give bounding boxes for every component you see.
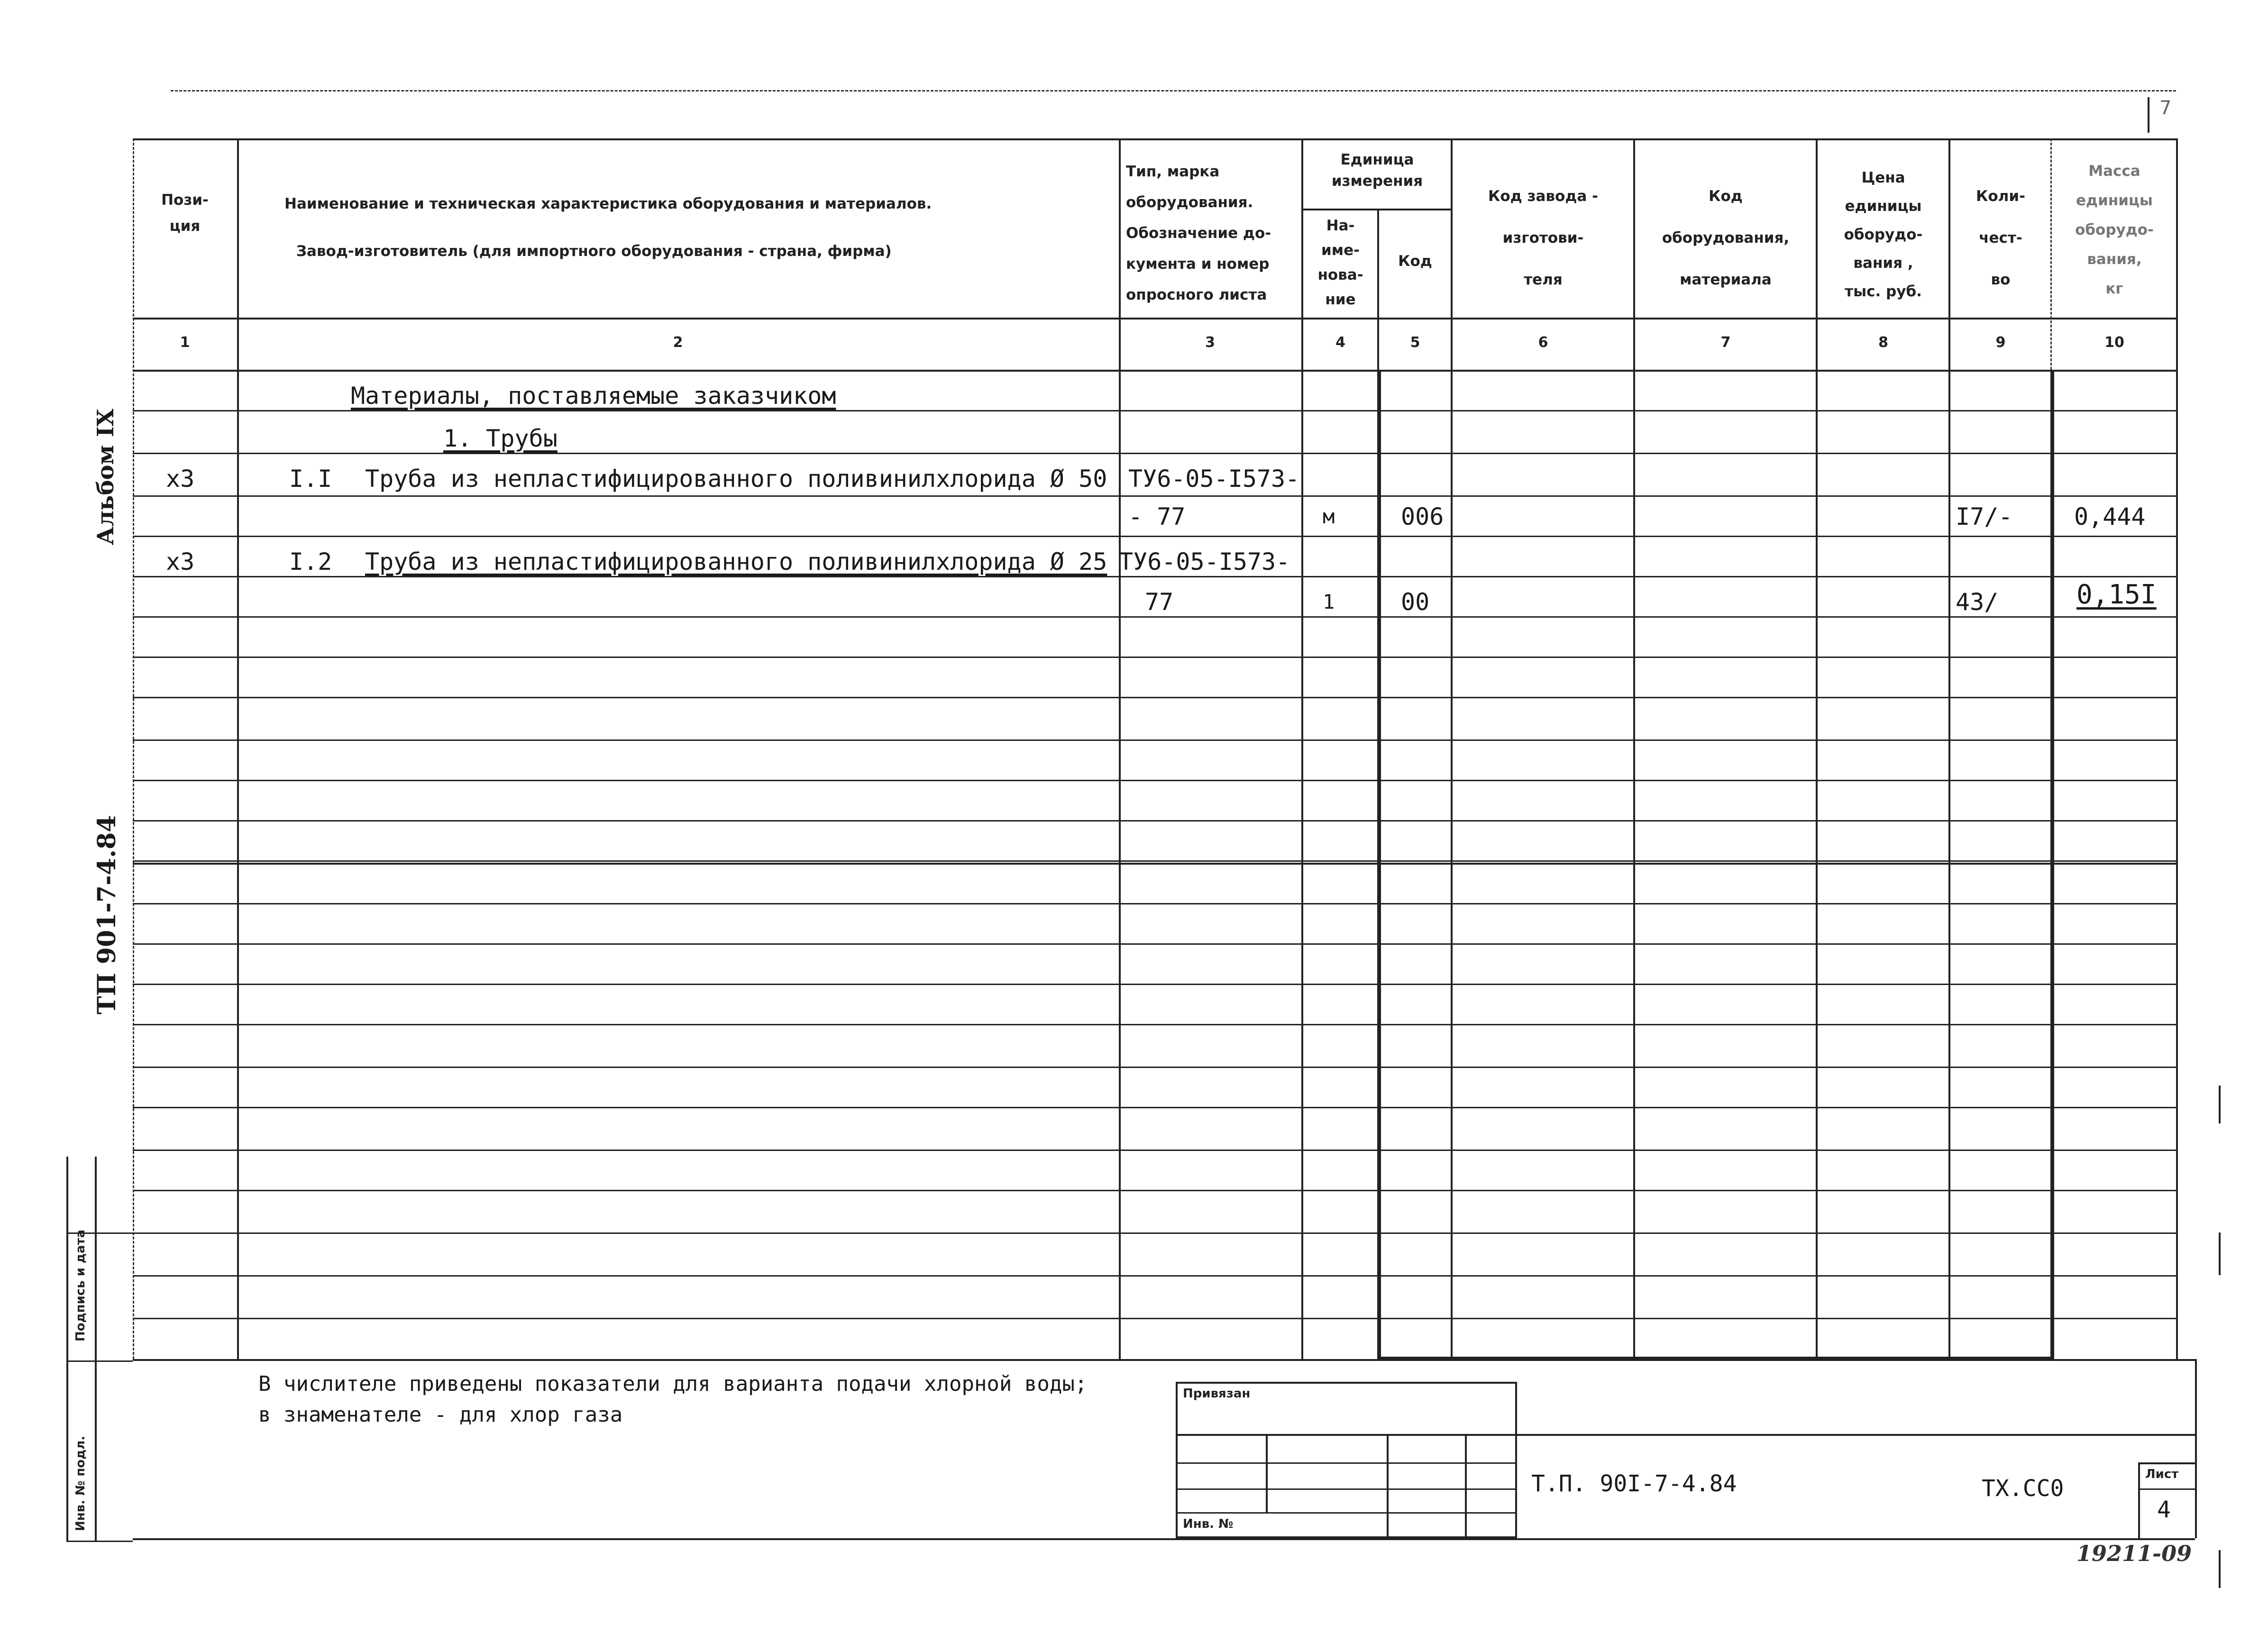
row2-unit: 1 xyxy=(1323,590,1335,613)
header-quantity: Коли- чест- во xyxy=(1976,188,2025,288)
row1-position: х3 xyxy=(166,465,195,493)
row-separator xyxy=(133,495,2176,497)
privyazan-label: Привязан xyxy=(1183,1387,1251,1401)
inv-number-label: Инв. № xyxy=(1183,1517,1234,1531)
doc-code: Т.П. 90I-7-4.84 xyxy=(1531,1470,1737,1497)
sheet-label: Лист xyxy=(2145,1467,2179,1481)
row-separator xyxy=(133,697,2176,698)
row-separator xyxy=(133,1024,2176,1025)
page-corner-number: 7 xyxy=(2159,97,2172,119)
footer-note-line2: в знаменателе - для хлор газа xyxy=(258,1403,623,1427)
row-separator xyxy=(133,820,2176,821)
row-separator xyxy=(133,943,2176,945)
header-type: Тип, марка оборудования. Обозначение до- кумента и номер опросного листа xyxy=(1126,163,1271,303)
row-separator xyxy=(133,860,2176,862)
table-left-border xyxy=(133,138,134,1359)
col-number-9: 9 xyxy=(1995,334,2006,351)
row1-name: Труба из непластифицированного поливинилхлорида Ø 50 xyxy=(365,465,1107,493)
col-number-2: 2 xyxy=(673,334,683,351)
sheet-code: ТХ.СС0 xyxy=(1982,1475,2064,1502)
row-separator xyxy=(133,1067,2176,1068)
row-separator xyxy=(133,616,2176,618)
row1-number: I.I xyxy=(289,465,332,493)
row-separator xyxy=(133,1232,2176,1234)
footer-note-line1: В числителе приведены показатели для варианта подачи хлорной воды; xyxy=(258,1372,1088,1396)
side-stamp-inv: Инв. № подл. xyxy=(73,1435,88,1531)
header-position: Пози- ция xyxy=(161,192,209,235)
header-unit-price: Цена единицы оборудо- вания , тыс. руб. xyxy=(1844,169,1923,300)
row2-mass: 0,15I xyxy=(2076,579,2157,610)
row-separator xyxy=(133,863,2176,865)
row2-doc-line1: ТУ6-05-I573- xyxy=(1119,548,1290,575)
row-separator xyxy=(133,657,2176,658)
section-title: Материалы, поставляемые заказчиком xyxy=(351,382,836,410)
row1-code: 006 xyxy=(1401,503,1444,530)
side-album-label: Альбом IX xyxy=(92,409,119,545)
side-project-label: ТП 901-7-4.84 xyxy=(92,815,121,1014)
col-number-6: 6 xyxy=(1538,334,1548,351)
col-number-7: 7 xyxy=(1720,334,1731,351)
col-number-8: 8 xyxy=(1878,334,1888,351)
header-name: Наименование и техническая характеристика оборудования и материалов. Завод-изготовитель (для импортного оборудования - страна, фирма) xyxy=(284,195,932,260)
row2-position: х3 xyxy=(166,548,195,575)
row-separator xyxy=(133,903,2176,904)
row1-doc-line1: ТУ6-05-I573- xyxy=(1128,465,1300,493)
row-separator xyxy=(133,739,2176,741)
row2-number: I.2 xyxy=(289,548,332,575)
row1-quantity: I7/- xyxy=(1956,503,2013,530)
row-separator xyxy=(133,1150,2176,1151)
col-number-5: 5 xyxy=(1410,334,1420,351)
col-number-4: 4 xyxy=(1335,334,1345,351)
row-separator xyxy=(133,1190,2176,1191)
archive-number: 19211-09 xyxy=(2076,1541,2192,1566)
header-equipment-code: Код оборудования, материала xyxy=(1662,188,1790,288)
header-unit-mass: Масса единицы оборудо- вания, кг xyxy=(2075,163,2154,297)
row1-unit: м xyxy=(1323,505,1335,528)
row1-doc-line2: - 77 xyxy=(1128,503,1186,530)
row-separator xyxy=(133,1318,2176,1319)
row-separator xyxy=(133,1275,2176,1277)
col-number-10: 10 xyxy=(2104,334,2124,351)
subsection-title: 1. Трубы xyxy=(443,425,558,452)
row-separator xyxy=(133,780,2176,781)
col-number-1: 1 xyxy=(180,334,190,351)
row-separator xyxy=(133,984,2176,985)
row-separator xyxy=(133,536,2176,537)
row2-doc-line2: 77 xyxy=(1145,588,1174,616)
header-unit-code: Код xyxy=(1398,253,1432,270)
sheet-number: 4 xyxy=(2157,1497,2171,1523)
row2-name: Труба из непластифицированного поливинилхлорида Ø 25 xyxy=(365,548,1107,575)
row-separator xyxy=(133,1107,2176,1108)
row2-code: 00 xyxy=(1401,588,1430,616)
row-separator xyxy=(133,576,2176,577)
row1-mass: 0,444 xyxy=(2074,503,2146,530)
header-unit-group: Единица измерения xyxy=(1331,151,1423,190)
header-factory-code: Код завода - изготови- теля xyxy=(1488,188,1598,288)
row-separator xyxy=(133,453,2176,454)
col-number-3: 3 xyxy=(1205,334,1215,351)
header-unit-name: На- име- нова- ние xyxy=(1317,217,1363,308)
row2-quantity: 43/ xyxy=(1956,588,1999,616)
side-stamp-date: Подпись и дата xyxy=(73,1229,88,1342)
row-separator xyxy=(133,410,2176,411)
